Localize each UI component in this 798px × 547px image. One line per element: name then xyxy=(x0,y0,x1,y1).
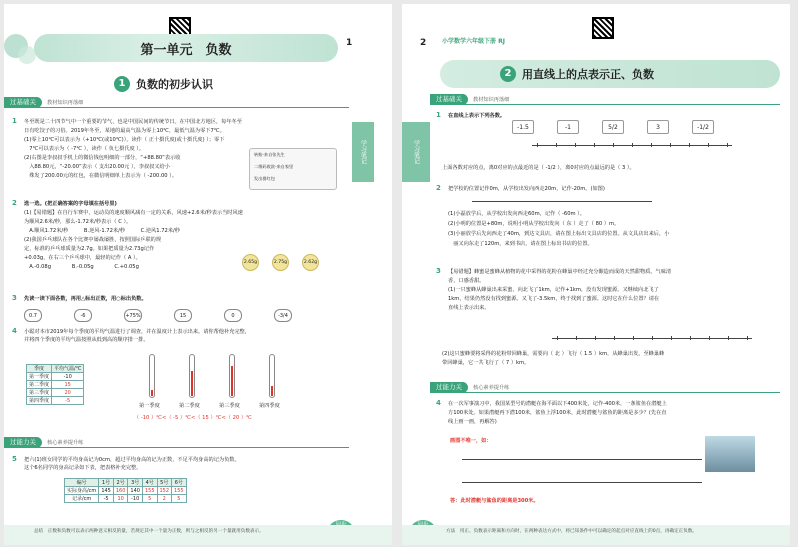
table-cell: 4号 xyxy=(142,479,157,487)
section-subtitle: 核心素养提升练 xyxy=(47,440,84,446)
axis-tick xyxy=(556,143,557,147)
question-text: 线上画一画，再解答) xyxy=(448,419,497,425)
table-cell: 3号 xyxy=(128,479,143,487)
question-text: 1km，结果仍然没有找到蜜源。又飞了-3.5km，终于找到了蜜源。这时它在什么位置？请在 xyxy=(448,296,660,302)
number-shape: +75% xyxy=(124,309,142,322)
question-text: 在直线上表示下列各数。 xyxy=(448,113,506,119)
table-cell: 152 xyxy=(157,487,172,495)
table-row xyxy=(27,397,84,405)
axis-tick xyxy=(575,143,576,147)
axis-tick xyxy=(709,336,710,340)
table-cell: 第一季度 xyxy=(27,373,52,381)
side-tab[interactable]: 学习笔记 xyxy=(402,122,430,182)
question-number: 1 xyxy=(436,111,441,119)
number-card: -1 xyxy=(557,120,579,134)
table-cell: 15 xyxy=(52,381,84,389)
table-cell: 6号 xyxy=(172,479,187,487)
question-text: 直线上表示出来。 xyxy=(448,305,490,311)
question-number: 2 xyxy=(12,199,17,207)
question-text: 【易错题】蜂蜜是蜜蜂从植物的花中采得的花粉在蜂巢中经过充分酿造而成的天然甜物质。气味清 xyxy=(448,269,672,275)
answer-text: 答：此时潜艇与鲨鱼的距离是300米。 xyxy=(450,498,539,504)
question-text: 日有吃饺子的习俗。2019年冬至，某地的最高气温为零上10℃，最低气温为零下7℃。 xyxy=(24,128,225,134)
table-row xyxy=(27,381,84,389)
question-text: (2)我国乒乓球队在各个比赛中屡战屡胜，按照国际乒联的规 xyxy=(24,237,162,243)
table-cell: 5 xyxy=(172,495,187,503)
table-row xyxy=(65,495,187,503)
question-text: 选一选。(把正确答案的字母填在括号里) xyxy=(24,201,117,207)
table-cell: -10 xyxy=(128,495,143,503)
table-cell: 1号 xyxy=(99,479,114,487)
number-shape: 15 xyxy=(174,309,192,322)
table-cell: -5 xyxy=(99,495,114,503)
thermometer-label: 第二季度 xyxy=(179,403,200,409)
axis-tick xyxy=(670,143,671,147)
axis-tick xyxy=(576,336,577,340)
table-cell: 编号 xyxy=(65,479,99,487)
axis-tick xyxy=(651,143,652,147)
question-number: 1 xyxy=(12,117,17,125)
table-row xyxy=(27,389,84,397)
table-cell: 2号 xyxy=(113,479,128,487)
wallet-row: 转账-来自张先生 xyxy=(254,152,285,157)
axis-tick xyxy=(537,143,538,147)
number-card: 3 xyxy=(647,120,669,134)
thermometer-label: 第一季度 xyxy=(139,403,160,409)
lesson-title: 用直线上的点表示正、负数 xyxy=(522,68,654,81)
table-cell: 实际身高/cm xyxy=(65,487,99,495)
question-text: 丽又向东走了120m，来到书店，请在图上标出书店的位置。 xyxy=(448,241,593,247)
season-table xyxy=(26,364,84,405)
question-text: 先读一读下面各数，再用△标出正数，用○标出负数。 xyxy=(24,296,147,302)
left-page xyxy=(4,4,392,545)
unit-title: 第一单元 负数 xyxy=(34,34,338,62)
number-shape: 0.7 xyxy=(24,309,42,322)
question-text: 殊发了200.00元的红包，在微信明细单上表示为（ -200.00 ）。 xyxy=(24,173,177,179)
axis-tick xyxy=(652,336,653,340)
brand-label: 小学数学六年级下册 RJ xyxy=(442,38,505,45)
page-number: 2 xyxy=(420,38,427,48)
question-text: 小聪对本市2019年每个季度的平均气温进行了调查，并在温度计上表示出来。请你帮他补充完整， xyxy=(24,329,250,335)
question-text: (1)零上10℃可以表示为（+10℃(或10℃)），读作（ 正十摄氏度(或十摄氏度) ）；零下 xyxy=(24,137,225,143)
table-header: 平均气温/℃ xyxy=(52,365,84,373)
lesson-heading xyxy=(440,60,780,88)
axis-tick xyxy=(614,336,615,340)
question-text: 带回蜂巢，它一共飞行了（ 7 ）km。 xyxy=(442,360,530,366)
table-row xyxy=(27,373,84,381)
axis-tick xyxy=(690,336,691,340)
question-number: 3 xyxy=(436,267,441,275)
table-cell: 145 xyxy=(99,487,114,495)
table-cell: 2 xyxy=(157,495,172,503)
wallet-screenshot xyxy=(249,148,337,190)
submarine-photo xyxy=(705,436,755,472)
number-shape: -3/4 xyxy=(274,309,292,322)
number-card: -1.5 xyxy=(512,120,534,134)
number-shape: 0 xyxy=(224,309,242,322)
axis-tick xyxy=(594,143,595,147)
axis-tick xyxy=(557,336,558,340)
question-text: 这个6名同学的身高记录如下表，把表格补充完整。 xyxy=(24,465,142,471)
lesson-number: 1 xyxy=(114,76,130,92)
question-text: 7℃可以表示为（ -7℃ ），读作（ 负七摄氏度 ）。 xyxy=(24,146,145,152)
question-text: 在一次军事演习中，我国某型号的潜艇在海平面以下400米处，记作-400米，一条鲨鱼在潜艇上 xyxy=(448,401,667,407)
axis-tick xyxy=(727,143,728,147)
question-number: 5 xyxy=(12,455,17,463)
question-text: 并将四个季度的平均气温按照从低到高的顺序排一排。 xyxy=(24,337,149,343)
footer-note: 总结 正数和负数可以表示两种意义相反的量，若规定其中一个量为正数，则与之相反的另一个量就用负数表示。 xyxy=(4,525,392,545)
answer-heading: 画图不唯一，如： xyxy=(450,438,492,444)
axis-tick xyxy=(671,336,672,340)
table-cell: 155 xyxy=(172,487,187,495)
section-tag: 过能力关 xyxy=(430,382,468,393)
table-cell: 160 xyxy=(113,487,128,495)
question-text: A.-0.08g B.-0.05g C.+0.05g xyxy=(24,264,139,270)
side-tab[interactable]: 学习笔记 xyxy=(352,122,374,182)
lesson-number: 2 xyxy=(500,66,516,82)
thermometer xyxy=(269,354,275,398)
question-text: 为顺风2.6米/秒，那么-1.72米/秒表示（ C ）。 xyxy=(24,219,132,225)
table-cell: 140 xyxy=(128,487,143,495)
table-cell: 20 xyxy=(52,389,84,397)
section-subtitle: 教材知识再落细 xyxy=(47,100,84,106)
question-text: 把学校的位置记作0m，从学校出发向西走20m，记作-20m。(如图) xyxy=(448,186,605,192)
section-subtitle: 核心素养提升练 xyxy=(473,385,510,391)
question-text: 定，标准的乒乓球质量为2.7g。如果把质量为2.73g记作 xyxy=(24,246,155,252)
thermometer xyxy=(189,354,195,398)
axis-tick xyxy=(632,143,633,147)
section-basic xyxy=(430,94,780,105)
table-row xyxy=(65,479,187,487)
question-number: 4 xyxy=(436,399,441,407)
ping-pong-ball: 2.65g xyxy=(242,254,259,271)
question-text: (1)一只蜜蜂从蜂巢出来采蜜，向北飞了1km，记作+1km，没有发现蜜源。又继续向北飞了 xyxy=(448,287,659,293)
order-answer: （ -10 ）℃<（ -5 ）℃<（ 15 ）℃<（ 20 ）℃ xyxy=(134,415,252,421)
axis-tick xyxy=(708,143,709,147)
section-basic xyxy=(4,97,349,108)
ping-pong-ball: 2.75g xyxy=(272,254,289,271)
qr-code[interactable] xyxy=(592,17,614,39)
table-cell: 155 xyxy=(142,487,157,495)
wallet-row: 发出群红包 xyxy=(254,176,275,181)
section-subtitle: 教材知识再落细 xyxy=(473,97,510,103)
question-text: (2)右图是李叔叔手机上的微信钱包明细的一部分，“+88.80”表示收 xyxy=(24,155,181,161)
question-number: 3 xyxy=(12,294,17,302)
number-line xyxy=(472,201,652,202)
table-row xyxy=(65,487,187,495)
table-header: 季度 xyxy=(27,365,52,373)
table-cell: 第四季度 xyxy=(27,397,52,405)
table-cell: -10 xyxy=(52,373,84,381)
axis-tick xyxy=(595,336,596,340)
question-text: 冬至既是二十四节气中一个重要的节气，也是中国民间的传统节日。在中国北方地区，每年冬至 xyxy=(24,119,242,125)
number-line xyxy=(462,482,702,483)
axis-tick xyxy=(728,336,729,340)
right-page xyxy=(402,4,790,545)
thermometer-label: 第三季度 xyxy=(219,403,240,409)
question-text: 入88.80元，“-20.00”表示（ 支出20.00元 ），李叔叔又给小 xyxy=(24,164,170,170)
number-card: -1/2 xyxy=(692,120,714,134)
question-text: (2)小明的位置是+80m，说明小明从学校出发向（ 东 ）走了（ 80 ）m。 xyxy=(448,221,620,227)
question-text: (1)小磊放学后，从学校出发向西走60m，记作（ -60m ）。 xyxy=(448,211,585,217)
wallet-row: 二维码收款-来自家里 xyxy=(254,164,294,169)
question-text: 方100米处。如果潜艇再下潜100米，鲨鱼上浮100米，此时潜艇与鲨鱼的距离是多少？(先在直 xyxy=(448,410,667,416)
thermometer xyxy=(229,354,235,398)
ping-pong-ball: 2.62g xyxy=(302,254,319,271)
axis-tick xyxy=(747,336,748,340)
page-number: 1 xyxy=(346,38,353,48)
question-text: 香，口感香甜。 xyxy=(448,278,485,284)
section-tag: 过能力关 xyxy=(4,437,42,448)
table-cell: 5号 xyxy=(157,479,172,487)
question-number: 4 xyxy=(12,327,17,335)
thermometer xyxy=(149,354,155,398)
section-ability xyxy=(430,382,780,393)
question-text: (3)小丽放学后先向西走了40m，到达文具店，请在图上标出文具店的位置。从文具店出来后，小 xyxy=(448,231,670,237)
question-text: A.顺风1.72米/秒 B.逆风-1.72米/秒 C.逆风1.72米/秒 xyxy=(24,228,180,234)
section-tag: 过基础关 xyxy=(4,97,42,108)
section-tag: 过基础关 xyxy=(430,94,468,105)
table-cell: 5 xyxy=(142,495,157,503)
table-cell: 10 xyxy=(113,495,128,503)
question-text: (2)这只蜜蜂要将采得的花粉带回蜂巢，需要向（ 北 ）飞行（ 1.5 ）km，从蜂巢出发，至蜂巢蜂 xyxy=(442,351,665,357)
lesson-title: 负数的初步认识 xyxy=(136,78,213,91)
table-cell: -5 xyxy=(52,397,84,405)
question-text: (1)【易错题】在自行车赛中，运动员的速度顺风减有一定的关系，风速+2.6米/秒表示当时风速 xyxy=(24,210,243,216)
number-line xyxy=(462,459,702,460)
question-text: 把六(1)班女同学的平均身高记为0cm，超过平均身高的记为正数，不足平均身高的记为负数。 xyxy=(24,457,240,463)
axis-tick xyxy=(613,143,614,147)
axis-tick xyxy=(689,143,690,147)
question-text: 上面各数对应的点，离0对应的点最近的是（ -1/2 ），离0对应的点最远的是（ 3 ）。 xyxy=(442,165,635,171)
table-cell: 第三季度 xyxy=(27,389,52,397)
footer-note: 方法 用正、负数表示距离和方向时，在两种表达方式中，将已知条件中可以确定的起点对应直线上的0点，再确定正负数。 xyxy=(402,525,790,545)
table-cell: 记录/cm xyxy=(65,495,99,503)
number-card: 5/2 xyxy=(602,120,624,134)
height-table xyxy=(64,478,187,503)
thermometer-label: 第四季度 xyxy=(259,403,280,409)
table-cell: 第二季度 xyxy=(27,381,52,389)
axis-tick xyxy=(633,336,634,340)
number-shape: -6 xyxy=(74,309,92,322)
section-ability xyxy=(4,437,349,448)
lesson-heading xyxy=(114,76,213,92)
question-number: 2 xyxy=(436,184,441,192)
question-text: +0.03g，在右三个乒乓球中，最轻的记作（ A ）。 xyxy=(24,255,141,261)
